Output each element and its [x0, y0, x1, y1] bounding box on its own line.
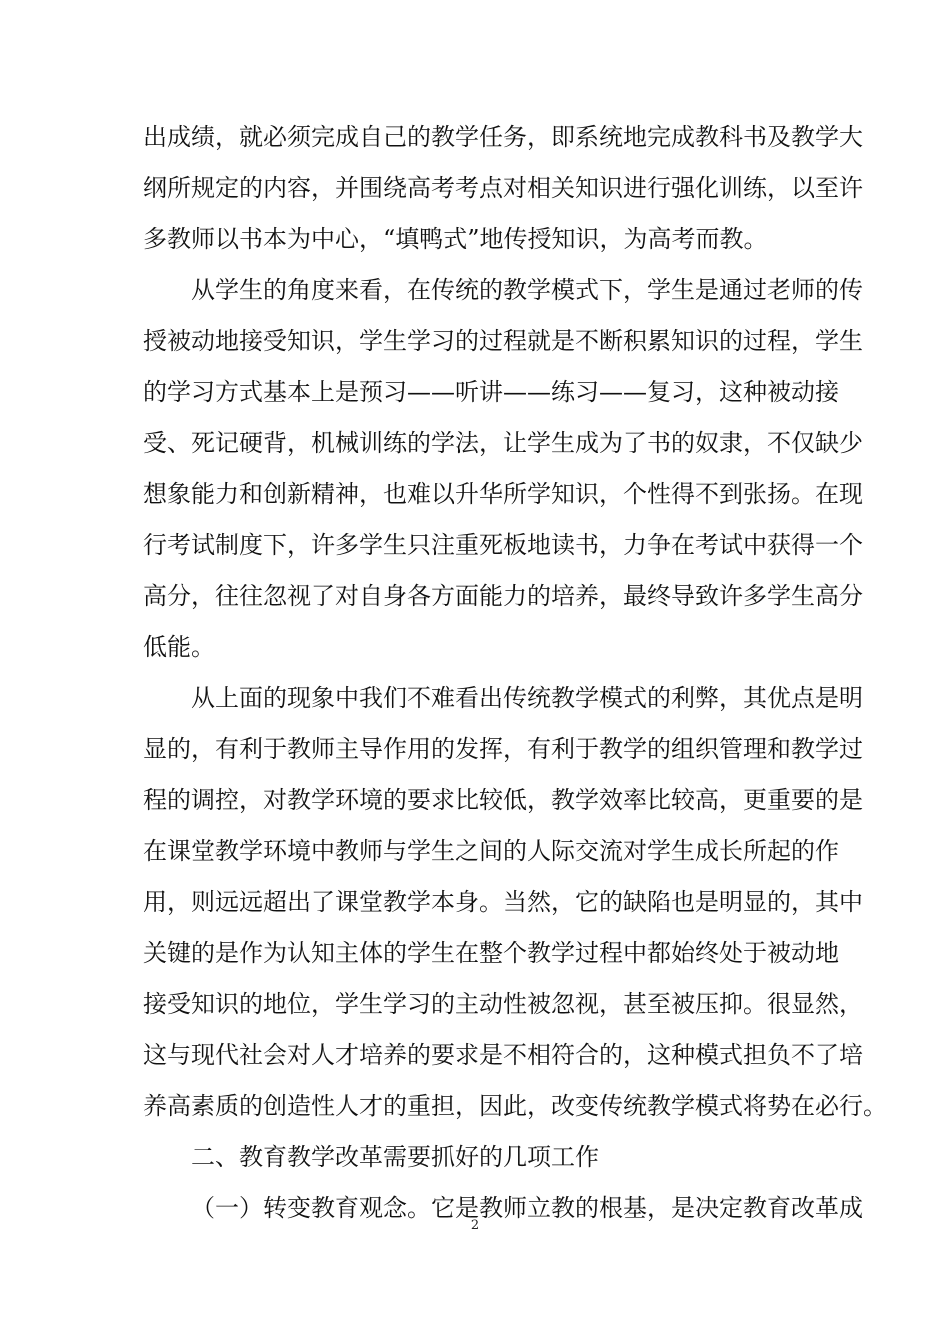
text-line: 想象能力和创新精神，也难以升华所学知识，个性得不到张扬。在现	[143, 480, 863, 508]
text-line: 出成绩，就必须完成自己的教学任务，即系统地完成教科书及教学大	[143, 123, 863, 151]
text-line: 行考试制度下，许多学生只注重死板地读书，力争在考试中获得一个	[143, 531, 863, 559]
text-line: 的学习方式基本上是预习——听讲——练习——复习，这种被动接	[143, 378, 839, 406]
text-line: 纲所规定的内容，并围绕高考考点对相关知识进行强化训练，以至许	[143, 174, 863, 202]
text-line: 接受知识的地位，学生学习的主动性被忽视，甚至被压抑。很显然，	[143, 990, 863, 1018]
text-line: 在课堂教学环境中教师与学生之间的人际交流对学生成长所起的作	[143, 837, 839, 865]
text-line: 多教师以书本为中心，“填鸭式”地传授知识，为高考而教。	[143, 225, 768, 253]
paragraph-first-line: 从学生的角度来看，在传统的教学模式下，学生是通过老师的传	[191, 276, 863, 304]
text-line: 低能。	[143, 633, 215, 661]
text-line: 显的，有利于教师主导作用的发挥，有利于教学的组织管理和教学过	[143, 735, 863, 763]
text-line: 关键的是作为认知主体的学生在整个教学过程中都始终处于被动地	[143, 939, 839, 967]
text-line: 授被动地接受知识，学生学习的过程就是不断积累知识的过程，学生	[143, 327, 863, 355]
text-line: 高分，往往忽视了对自身各方面能力的培养，最终导致许多学生高分	[143, 582, 863, 610]
paragraph-first-line: 从上面的现象中我们不难看出传统教学模式的利弊，其优点是明	[191, 684, 863, 712]
text-line: 养高素质的创造性人才的重担，因此，改变传统教学模式将势在必行。	[143, 1092, 887, 1120]
section-heading: 二、教育教学改革需要抓好的几项工作	[191, 1143, 599, 1171]
subsection-line: （一）转变教育观念。它是教师立教的根基，是决定教育改革成	[191, 1194, 863, 1222]
text-line: 这与现代社会对人才培养的要求是不相符合的，这种模式担负不了培	[143, 1041, 863, 1069]
text-line: 程的调控，对教学环境的要求比较低，教学效率比较高，更重要的是	[143, 786, 863, 814]
text-line: 受、死记硬背，机械训练的学法，让学生成为了书的奴隶，不仅缺少	[143, 429, 863, 457]
text-line: 用，则远远超出了课堂教学本身。当然，它的缺陷也是明显的，其中	[143, 888, 863, 916]
page-number: 2	[470, 1218, 480, 1233]
